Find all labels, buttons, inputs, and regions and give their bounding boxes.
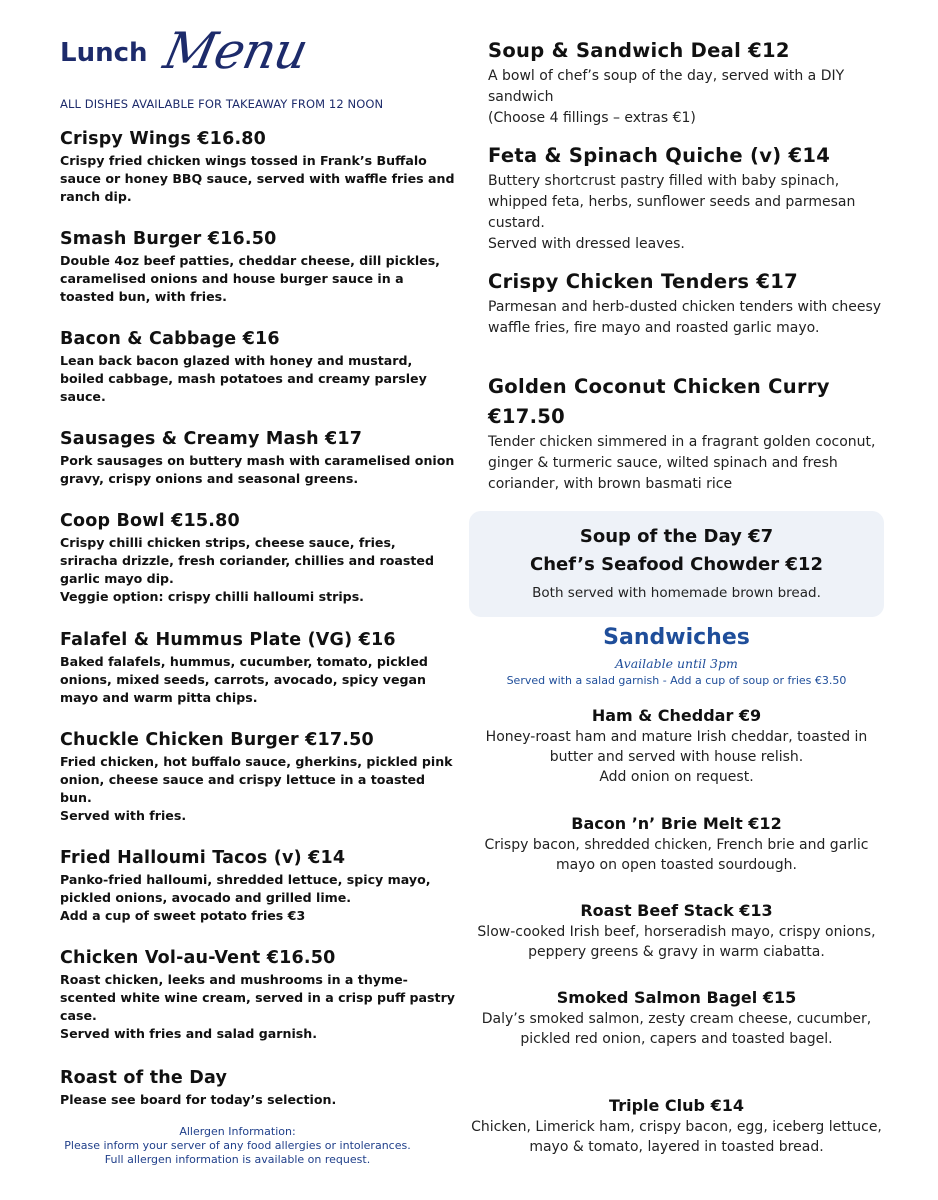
item-description: Honey-roast ham and mature Irish cheddar, toasted in butter and served with house relish. bbox=[485, 729, 868, 765]
item-description: Buttery shortcrust pastry filled with baby spinach, whipped feta, herbs, sunflower seeds and parmesan custard. bbox=[488, 173, 856, 231]
menu-item-coop-bowl bbox=[60, 510, 455, 606]
menu-item-halloumi-tacos bbox=[60, 847, 455, 925]
menu-item-chicken-tenders bbox=[488, 267, 893, 339]
item-title: Ham & Cheddar €9 bbox=[591, 706, 762, 725]
item-description: Parmesan and herb-dusted chicken tenders with cheesy waffle fries, fire mayo and roasted garlic mayo. bbox=[488, 299, 882, 336]
item-description: Daly’s smoked salmon, zesty cream cheese, cucumber, pickled red onion, capers and toasted bagel. bbox=[481, 1011, 872, 1047]
item-title: Golden Coconut Chicken Curry €17.50 bbox=[488, 375, 830, 428]
sandwich-bacon-brie-melt bbox=[469, 813, 884, 875]
item-extra: Veggie option: crispy chilli halloumi strips. bbox=[60, 589, 364, 604]
item-description: Double 4oz beef patties, cheddar cheese, dill pickles, caramelised onions and house burger sauce in a toasted bun, with fries. bbox=[60, 253, 440, 304]
menu-item-sausages-mash bbox=[60, 428, 455, 488]
allergen-line-available: Full allergen information is available on request. bbox=[104, 1153, 371, 1166]
allergen-line-inform: Please inform your server of any food allergies or intolerances. bbox=[64, 1139, 411, 1152]
menu-item-roast-of-the-day bbox=[60, 1067, 455, 1109]
takeaway-note: ALL DISHES AVAILABLE FOR TAKEAWAY FROM 12 NOON bbox=[60, 97, 384, 111]
sandwich-smoked-salmon-bagel bbox=[469, 987, 884, 1049]
allergen-information bbox=[40, 1125, 435, 1167]
item-description: Crispy bacon, shredded chicken, French brie and garlic mayo on open toasted sourdough. bbox=[484, 837, 869, 873]
item-title: Feta & Spinach Quiche (v) €14 bbox=[488, 144, 831, 167]
menu-item-falafel-plate bbox=[60, 629, 455, 707]
item-extra: Add onion on request. bbox=[599, 769, 754, 785]
menu-item-coconut-chicken-curry bbox=[488, 372, 893, 495]
item-extra: Served with dressed leaves. bbox=[488, 236, 685, 252]
item-title: Smoked Salmon Bagel €15 bbox=[556, 988, 797, 1007]
sandwich-ham-cheddar bbox=[469, 705, 884, 787]
sandwiches-header bbox=[469, 625, 884, 687]
menu-item-vol-au-vent bbox=[60, 947, 455, 1043]
item-description: Pork sausages on buttery mash with caramelised onion gravy, crispy onions and seasonal greens. bbox=[60, 453, 455, 486]
item-title: Roast Beef Stack €13 bbox=[580, 901, 773, 920]
menu-item-crispy-wings bbox=[60, 128, 455, 206]
item-description: Fried chicken, hot buffalo sauce, gherkins, pickled pink onion, cheese sauce and crispy lettuce in a toasted bun. bbox=[60, 754, 453, 805]
item-extra: Add a cup of sweet potato fries €3 bbox=[60, 908, 306, 923]
item-title: Roast of the Day bbox=[60, 1068, 228, 1088]
item-title: Soup & Sandwich Deal €12 bbox=[488, 39, 790, 62]
menu-script-title: Menu bbox=[158, 22, 313, 80]
item-title: Crispy Wings €16.80 bbox=[60, 129, 267, 149]
item-title: Triple Club €14 bbox=[609, 1096, 744, 1115]
soup-note: Both served with homemade brown bread. bbox=[532, 585, 821, 601]
menu-item-smash-burger bbox=[60, 228, 455, 306]
item-title: Bacon ’n’ Brie Melt €12 bbox=[571, 814, 782, 833]
menu-item-bacon-cabbage bbox=[60, 328, 455, 406]
menu-item-feta-spinach-quiche bbox=[488, 141, 893, 255]
item-description: Chicken, Limerick ham, crispy bacon, egg, iceberg lettuce, mayo & tomato, layered in toasted bread. bbox=[471, 1119, 882, 1155]
item-description: Crispy chilli chicken strips, cheese sauce, fries, sriracha drizzle, fresh coriander, chillies and roasted garlic mayo dip. bbox=[60, 535, 434, 586]
item-description: Lean back bacon glazed with honey and mustard, boiled cabbage, mash potatoes and creamy parsley sauce. bbox=[60, 353, 427, 404]
soup-of-the-day: Soup of the Day €7 bbox=[579, 526, 774, 547]
sandwiches-served-note: Served with a salad garnish - Add a cup of soup or fries €3.50 bbox=[506, 674, 847, 687]
lunch-title: Lunch bbox=[60, 38, 148, 68]
item-title: Chuckle Chicken Burger €17.50 bbox=[60, 730, 374, 750]
soup-of-the-day-box bbox=[469, 511, 884, 617]
sandwich-triple-club bbox=[469, 1095, 884, 1157]
seafood-chowder: Chef’s Seafood Chowder €12 bbox=[530, 554, 823, 575]
item-extra: Served with fries. bbox=[60, 808, 187, 823]
menu-header bbox=[60, 22, 460, 112]
menu-item-soup-sandwich-deal bbox=[488, 36, 893, 129]
item-description: Slow-cooked Irish beef, horseradish mayo, crispy onions, peppery greens & gravy in warm ciabatta. bbox=[477, 924, 876, 960]
item-title: Chicken Vol-au-Vent €16.50 bbox=[60, 948, 336, 968]
sandwich-roast-beef-stack bbox=[469, 900, 884, 962]
item-description: Baked falafels, hummus, cucumber, tomato, pickled onions, mixed seeds, carrots, avocado, spicy vegan mayo and warm pitta chips. bbox=[60, 654, 428, 705]
item-description: Please see board for today’s selection. bbox=[60, 1092, 337, 1107]
item-title: Fried Halloumi Tacos (v) €14 bbox=[60, 848, 346, 868]
item-title: Smash Burger €16.50 bbox=[60, 229, 277, 249]
sandwiches-heading: Sandwiches bbox=[603, 625, 750, 650]
item-title: Sausages & Creamy Mash €17 bbox=[60, 429, 363, 449]
item-description: Tender chicken simmered in a fragrant golden coconut, ginger & turmeric sauce, wilted spinach and fresh coriander, with brown basmati rice bbox=[488, 434, 876, 492]
sandwiches-availability: Available until 3pm bbox=[615, 656, 738, 671]
allergen-heading: Allergen Information: bbox=[179, 1125, 296, 1138]
item-title: Bacon & Cabbage €16 bbox=[60, 329, 280, 349]
item-extra: (Choose 4 fillings – extras €1) bbox=[488, 110, 696, 126]
item-title: Coop Bowl €15.80 bbox=[60, 511, 240, 531]
menu-item-chuckle-chicken-burger bbox=[60, 729, 455, 825]
item-description: Crispy fried chicken wings tossed in Frank’s Buffalo sauce or honey BBQ sauce, served with waffle fries and ranch dip. bbox=[60, 153, 455, 204]
item-description: Roast chicken, leeks and mushrooms in a thyme-scented white wine cream, served in a crisp puff pastry case. bbox=[60, 972, 455, 1023]
item-description: A bowl of chef’s soup of the day, served with a DIY sandwich bbox=[488, 68, 845, 105]
item-title: Crispy Chicken Tenders €17 bbox=[488, 270, 798, 293]
item-extra: Served with fries and salad garnish. bbox=[60, 1026, 318, 1041]
item-description: Panko-fried halloumi, shredded lettuce, spicy mayo, pickled onions, avocado and grilled lime. bbox=[60, 872, 431, 905]
item-title: Falafel & Hummus Plate (VG) €16 bbox=[60, 630, 396, 650]
